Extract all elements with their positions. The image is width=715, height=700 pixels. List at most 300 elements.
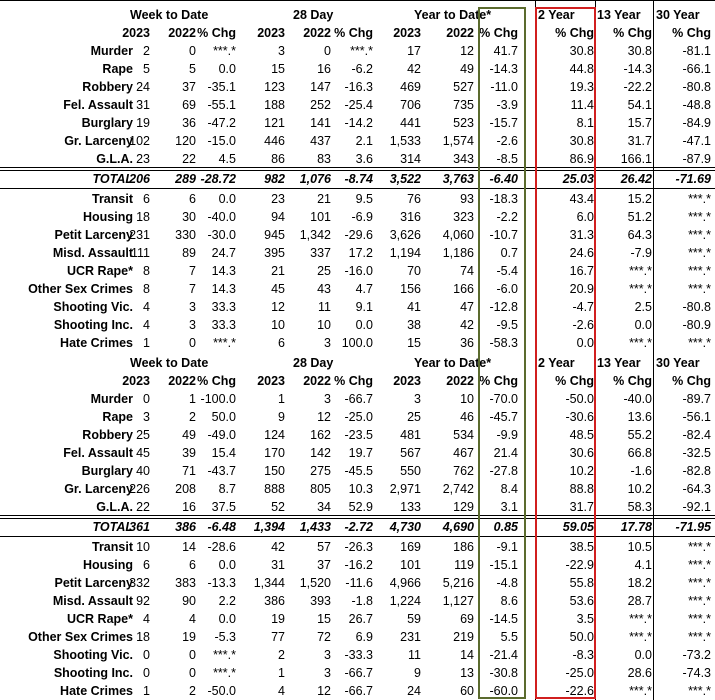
b2-row-hate-crimes-wtd-pct: -50.0 [207, 684, 236, 698]
b1-row-shooting-vic--ytd-2022: 47 [460, 300, 474, 314]
b1-row-gr-larceny-d28-2022: 437 [310, 134, 331, 148]
b1-row-shooting-inc--thirty-year-pct: -80.9 [682, 318, 711, 332]
b1-row-fel-assault-ytd-pct: -3.9 [496, 98, 518, 112]
b2-row-hate-crimes-wtd-2022: 2 [189, 684, 196, 698]
b1-row-fel-assault-wtd-pct: -55.1 [207, 98, 236, 112]
b1-row-transit-thirteen-year-pct: 15.2 [627, 192, 652, 206]
b1-row-total-two-year-pct: 25.03 [562, 172, 594, 186]
b2-row-fel-assault-thirteen-year-pct: 66.8 [627, 446, 652, 460]
b1-row-shooting-inc--d28-pct: 0.0 [355, 318, 373, 332]
b1-row-fel-assault-label: Fel. Assault [63, 98, 133, 112]
b1-row-housing-thirteen-year-pct: 51.2 [627, 210, 652, 224]
b1-row-transit-ytd-2022: 93 [460, 192, 474, 206]
b1-row-fel-assault-d28-pct: -25.4 [344, 98, 373, 112]
b2-row-murder-thirty-year-pct: -89.7 [682, 392, 711, 406]
b2-row-burglary-thirteen-year-pct: -1.6 [630, 464, 652, 478]
b2-row-total-wtd-2022: 386 [175, 520, 196, 534]
b1-row-ucr-rape--d28-2023: 21 [271, 264, 285, 278]
b1-row-hate-crimes-d28-2022: 3 [324, 336, 331, 350]
b2-row-petit-larceny-d28-pct: -11.6 [345, 576, 373, 590]
ytd-pct-highlight-box [478, 7, 526, 699]
b1-row-misd-assault-d28-2023: 395 [264, 246, 285, 260]
b1-row-hate-crimes-wtd-2022: 0 [189, 336, 196, 350]
b2-row-housing-ytd-pct: -15.1 [489, 558, 518, 572]
b1-row-shooting-inc--label: Shooting Inc. [53, 318, 133, 332]
b2-row-shooting-inc--ytd-2022: 13 [460, 666, 474, 680]
b2-row-robbery-ytd-2023: 481 [400, 428, 421, 442]
b1-row-burglary-d28-2022: 141 [310, 116, 331, 130]
b1-row-rape-d28-pct: -6.2 [351, 62, 373, 76]
b1-row-g-l-a--ytd-pct: -8.5 [496, 152, 518, 166]
b1-row-rape-ytd-pct: -14.3 [489, 62, 518, 76]
b2-row-robbery-thirteen-year-pct: 55.2 [627, 428, 652, 442]
b1-row-misd-assault-ytd-pct: 0.7 [500, 246, 518, 260]
b1-row-housing-d28-2023: 94 [271, 210, 285, 224]
b1-thirteen-year-header: 13 Year [597, 8, 641, 22]
b2-row-murder-d28-2022: 3 [324, 392, 331, 406]
b2-row-misd-assault-d28-2022: 393 [310, 594, 331, 608]
b2-row-other-sex-crimes-label: Other Sex Crimes [28, 630, 133, 644]
b2-row-transit-wtd-pct: -28.6 [207, 540, 236, 554]
b2-row-murder-label: Murder [90, 392, 133, 406]
b2-row-petit-larceny-label: Petit Larceny [54, 576, 133, 590]
b2-row-gr-larceny-d28-2023: 888 [264, 482, 285, 496]
b2-row-other-sex-crimes-wtd-pct: -5.3 [214, 630, 236, 644]
b2-row-housing-wtd-pct: 0.0 [218, 558, 236, 572]
b1-row-fel-assault-d28-2022: 252 [310, 98, 331, 112]
b1-row-housing-ytd-pct: -2.2 [496, 210, 518, 224]
b1-row-other-sex-crimes-d28-2023: 45 [271, 282, 285, 296]
b2-row-fel-assault-d28-2022: 142 [310, 446, 331, 460]
b1-subheader-d28-2022: 2022 [303, 26, 331, 40]
b2-row-burglary-wtd-pct: -43.7 [207, 464, 236, 478]
b1-row-shooting-vic--d28-2022: 11 [318, 300, 331, 314]
b2-row-hate-crimes-label: Hate Crimes [60, 684, 133, 698]
b2-row-petit-larceny-ytd-2023: 4,966 [389, 576, 421, 590]
b1-row-robbery-two-year-pct: 19.3 [569, 80, 594, 94]
b1-row-hate-crimes-two-year-pct: 0.0 [576, 336, 594, 350]
b2-row-shooting-inc--d28-2022: 3 [324, 666, 331, 680]
b1-row-ucr-rape--wtd-pct: 14.3 [211, 264, 236, 278]
b2-row-other-sex-crimes-thirty-year-pct: ***.* [688, 630, 711, 644]
b2-row-shooting-inc--thirty-year-pct: -74.3 [682, 666, 711, 680]
b2-subheader-ytd-pct: % Chg [479, 374, 518, 388]
b1-row-housing-ytd-2023: 316 [400, 210, 421, 224]
b1-row-gr-larceny-thirteen-year-pct: 31.7 [627, 134, 652, 148]
b1-row-fel-assault-ytd-2022: 735 [453, 98, 474, 112]
b1-row-g-l-a--d28-2022: 83 [317, 152, 331, 166]
b2-row-housing-thirty-year-pct: ***.* [688, 558, 711, 572]
b2-row-gr-larceny-d28-2022: 805 [310, 482, 331, 496]
b2-subheader-two-year-pct: % Chg [555, 374, 594, 388]
b1-row-misd-assault-thirty-year-pct: ***.* [688, 246, 711, 260]
b2-row-shooting-inc--wtd-2023: 0 [143, 666, 150, 680]
b1-row-housing-ytd-2022: 323 [453, 210, 474, 224]
b2-row-petit-larceny-ytd-pct: -4.8 [496, 576, 518, 590]
b2-row-burglary-two-year-pct: 10.2 [569, 464, 594, 478]
b2-row-g-l-a--wtd-2022: 16 [182, 500, 196, 514]
b1-row-shooting-vic--wtd-2023: 4 [143, 300, 150, 314]
b1-row-rape-wtd-2023: 5 [143, 62, 150, 76]
b1-row-shooting-inc--d28-2022: 10 [317, 318, 331, 332]
b2-row-burglary-thirty-year-pct: -82.8 [682, 464, 711, 478]
b2-row-ucr-rape--d28-2023: 19 [271, 612, 285, 626]
b2-row-housing-two-year-pct: -22.9 [565, 558, 594, 572]
b1-row-misd-assault-d28-pct: 17.2 [348, 246, 373, 260]
b1-row-g-l-a--ytd-2023: 314 [400, 152, 421, 166]
b2-row-petit-larceny-thirteen-year-pct: 18.2 [627, 576, 652, 590]
b1-row-shooting-vic--label: Shooting Vic. [53, 300, 133, 314]
b2-row-fel-assault-d28-pct: 19.7 [348, 446, 373, 460]
b2-row-gr-larceny-ytd-2022: 2,742 [442, 482, 474, 496]
b2-row-robbery-ytd-pct: -9.9 [496, 428, 518, 442]
b2-row-transit-ytd-2023: 169 [400, 540, 421, 554]
b1-row-ucr-rape--ytd-2022: 74 [460, 264, 474, 278]
b1-row-rape-wtd-2022: 5 [189, 62, 196, 76]
b2-row-gr-larceny-ytd-pct: 8.4 [500, 482, 518, 496]
b2-two-year-header: 2 Year [538, 356, 575, 370]
b1-row-total-thirteen-year-pct: 26.42 [620, 172, 652, 186]
b2-row-other-sex-crimes-d28-2023: 77 [271, 630, 285, 644]
b1-row-other-sex-crimes-ytd-pct: -6.0 [496, 282, 518, 296]
b1-row-housing-two-year-pct: 6.0 [576, 210, 594, 224]
b2-row-murder-d28-pct: -66.7 [344, 392, 373, 406]
b1-row-gr-larceny-ytd-2022: 1,574 [442, 134, 474, 148]
b2-week-to-date-header: Week to Date [130, 356, 209, 370]
b2-row-housing-d28-2023: 31 [271, 558, 285, 572]
b1-row-petit-larceny-two-year-pct: 31.3 [569, 228, 594, 242]
b1-row-other-sex-crimes-d28-pct: 4.7 [355, 282, 373, 296]
b2-row-burglary-d28-2022: 275 [310, 464, 331, 478]
b2-row-misd-assault-wtd-pct: 2.2 [218, 594, 236, 608]
b1-row-murder-ytd-pct: 41.7 [493, 44, 518, 58]
b1-row-murder-wtd-2023: 2 [143, 44, 150, 58]
b1-row-g-l-a--label: G.L.A. [96, 152, 133, 166]
b1-row-petit-larceny-ytd-2023: 3,626 [389, 228, 421, 242]
b1-row-rape-ytd-2023: 42 [407, 62, 421, 76]
b1-row-housing-d28-pct: -6.9 [351, 210, 373, 224]
b2-row-petit-larceny-thirty-year-pct: ***.* [688, 576, 711, 590]
b1-row-robbery-wtd-2022: 37 [182, 80, 196, 94]
b1-row-misd-assault-thirteen-year-pct: -7.9 [630, 246, 652, 260]
b1-row-other-sex-crimes-wtd-pct: 14.3 [211, 282, 236, 296]
b2-thirteen-year-header: 13 Year [597, 356, 641, 370]
b2-row-transit-d28-2022: 57 [317, 540, 331, 554]
b2-row-gr-larceny-d28-pct: 10.3 [348, 482, 373, 496]
b1-row-g-l-a--wtd-2023: 23 [136, 152, 150, 166]
b2-row-fel-assault-ytd-2022: 467 [453, 446, 474, 460]
b2-row-housing-ytd-2023: 101 [400, 558, 421, 572]
b2-row-misd-assault-two-year-pct: 53.6 [569, 594, 594, 608]
b2-subheader-thirty-year-pct: % Chg [672, 374, 711, 388]
b1-row-transit-wtd-2022: 6 [189, 192, 196, 206]
b1-row-burglary-d28-pct: -14.2 [344, 116, 373, 130]
b1-row-shooting-inc--wtd-2022: 3 [189, 318, 196, 332]
b1-row-murder-ytd-2023: 17 [407, 44, 421, 58]
b2-row-housing-d28-pct: -16.2 [344, 558, 373, 572]
b2-row-other-sex-crimes-ytd-2022: 219 [453, 630, 474, 644]
b2-row-gr-larceny-ytd-2023: 2,971 [389, 482, 421, 496]
b2-row-other-sex-crimes-thirteen-year-pct: ***.* [629, 630, 652, 644]
b1-row-transit-two-year-pct: 43.4 [569, 192, 594, 206]
b1-thirty-year-header: 30 Year [656, 8, 700, 22]
b1-row-petit-larceny-ytd-pct: -10.7 [489, 228, 518, 242]
b2-row-total-two-year-pct: 59.05 [562, 520, 594, 534]
b1-row-total-label: TOTAL [92, 172, 133, 186]
b1-row-fel-assault-thirteen-year-pct: 54.1 [627, 98, 652, 112]
b2-row-ucr-rape--two-year-pct: 3.5 [576, 612, 594, 626]
b1-row-other-sex-crimes-thirty-year-pct: ***.* [688, 282, 711, 296]
b2-row-petit-larceny-ytd-2022: 5,216 [442, 576, 474, 590]
b1-row-shooting-inc--d28-2023: 10 [271, 318, 285, 332]
b1-row-ucr-rape--ytd-2023: 70 [407, 264, 421, 278]
b2-row-fel-assault-ytd-pct: 21.4 [493, 446, 518, 460]
b2-subheader-wtd-pct: % Chg [197, 374, 236, 388]
top-rule [0, 0, 715, 1]
b2-row-transit-thirty-year-pct: ***.* [688, 540, 711, 554]
b2-row-hate-crimes-d28-2022: 12 [317, 684, 331, 698]
b1-row-shooting-inc--wtd-pct: 33.3 [211, 318, 236, 332]
b2-row-murder-wtd-2023: 0 [143, 392, 150, 406]
b2-row-other-sex-crimes-wtd-2023: 18 [136, 630, 150, 644]
b1-row-robbery-thirteen-year-pct: -22.2 [623, 80, 652, 94]
b1-row-misd-assault-label: Misd. Assault [52, 246, 133, 260]
b1-row-ucr-rape--thirteen-year-pct: ***.* [629, 264, 652, 278]
b2-row-hate-crimes-thirteen-year-pct: ***.* [629, 684, 652, 698]
b2-row-total-label: TOTAL [92, 520, 133, 534]
b2-day28-header: 28 Day [293, 356, 334, 370]
b1-row-hate-crimes-ytd-pct: -58.3 [489, 336, 518, 350]
b2-row-hate-crimes-ytd-2022: 60 [460, 684, 474, 698]
b2-row-shooting-vic--ytd-pct: -21.4 [489, 648, 518, 662]
b1-row-total-wtd-2022: 289 [175, 172, 196, 186]
b2-row-housing-label: Housing [83, 558, 133, 572]
b1-row-gr-larceny-wtd-2022: 120 [175, 134, 196, 148]
b2-row-burglary-ytd-pct: -27.8 [489, 464, 518, 478]
b1-day28-header: 28 Day [293, 8, 334, 22]
b1-row-housing-d28-2022: 101 [310, 210, 331, 224]
b1-row-housing-thirty-year-pct: ***.* [688, 210, 711, 224]
b2-row-fel-assault-ytd-2023: 567 [400, 446, 421, 460]
b2-row-total-ytd-pct: 0.85 [493, 520, 518, 534]
b2-row-petit-larceny-wtd-2022: 383 [175, 576, 196, 590]
b1-row-g-l-a--wtd-pct: 4.5 [218, 152, 236, 166]
b2-row-murder-two-year-pct: -50.0 [565, 392, 594, 406]
b1-row-transit-d28-2022: 21 [317, 192, 331, 206]
b2-row-g-l-a--ytd-pct: 3.1 [500, 500, 518, 514]
b1-row-transit-label: Transit [92, 192, 133, 206]
b2-row-other-sex-crimes-two-year-pct: 50.0 [569, 630, 594, 644]
b1-subheader-ytd-pct: % Chg [479, 26, 518, 40]
b2-row-gr-larceny-two-year-pct: 88.8 [569, 482, 594, 496]
b2-row-petit-larceny-two-year-pct: 55.8 [569, 576, 594, 590]
b1-row-burglary-label: Burglary [81, 116, 133, 130]
b2-row-total-thirty-year-pct: -71.95 [675, 520, 711, 534]
b1-row-robbery-thirty-year-pct: -80.8 [682, 80, 711, 94]
b2-row-misd-assault-d28-2023: 386 [264, 594, 285, 608]
b1-row-shooting-vic--d28-2023: 12 [271, 300, 285, 314]
b2-row-ucr-rape--wtd-pct: 0.0 [218, 612, 236, 626]
b2-row-housing-ytd-2022: 119 [454, 558, 474, 572]
b1-row-rape-thirteen-year-pct: -14.3 [623, 62, 652, 76]
b2-row-rape-wtd-2023: 3 [143, 410, 150, 424]
b1-row-shooting-inc--ytd-pct: -9.5 [496, 318, 518, 332]
b1-row-fel-assault-d28-2023: 188 [264, 98, 285, 112]
b2-row-total-d28-2022: 1,433 [299, 520, 331, 534]
b1-row-transit-ytd-2023: 76 [407, 192, 421, 206]
b2-row-other-sex-crimes-d28-2022: 72 [317, 630, 331, 644]
b1-row-robbery-d28-pct: -16.3 [344, 80, 373, 94]
b2-row-shooting-vic--thirty-year-pct: -73.2 [682, 648, 711, 662]
b1-row-other-sex-crimes-wtd-2023: 8 [143, 282, 150, 296]
b2-total-bottom-rule [0, 536, 715, 537]
b2-row-shooting-inc--d28-pct: -66.7 [344, 666, 373, 680]
b2-row-petit-larceny-wtd-2023: 332 [129, 576, 150, 590]
b1-row-burglary-ytd-2023: 441 [400, 116, 421, 130]
b2-row-total-wtd-pct: -6.48 [207, 520, 236, 534]
b1-subheader-ytd-2022: 2022 [446, 26, 474, 40]
b1-row-robbery-ytd-pct: -11.0 [490, 80, 518, 94]
b1-row-murder-thirty-year-pct: -81.1 [682, 44, 711, 58]
b2-row-fel-assault-wtd-pct: 15.4 [211, 446, 236, 460]
b2-row-robbery-thirty-year-pct: -82.4 [682, 428, 711, 442]
b1-row-hate-crimes-ytd-2022: 36 [460, 336, 474, 350]
b2-row-misd-assault-ytd-2022: 1,127 [442, 594, 474, 608]
b2-row-murder-d28-2023: 1 [278, 392, 285, 406]
b1-row-total-ytd-pct: -6.40 [489, 172, 518, 186]
b2-row-fel-assault-label: Fel. Assault [63, 446, 133, 460]
b2-row-fel-assault-d28-2023: 170 [264, 446, 285, 460]
b1-row-total-ytd-2023: 3,522 [389, 172, 421, 186]
b2-row-rape-d28-2023: 9 [278, 410, 285, 424]
b1-row-robbery-d28-2023: 123 [264, 80, 285, 94]
b2-row-g-l-a--two-year-pct: 31.7 [569, 500, 594, 514]
b2-subheader-ytd-2022: 2022 [446, 374, 474, 388]
b2-row-hate-crimes-ytd-pct: -60.0 [489, 684, 518, 698]
b2-row-shooting-vic--wtd-pct: ***.* [213, 648, 236, 662]
b2-row-ucr-rape--thirty-year-pct: ***.* [688, 612, 711, 626]
b2-row-hate-crimes-d28-2023: 4 [278, 684, 285, 698]
b1-row-rape-d28-2022: 16 [317, 62, 331, 76]
b2-row-transit-d28-pct: -26.3 [344, 540, 373, 554]
b1-row-petit-larceny-d28-2023: 945 [264, 228, 285, 242]
b2-row-ucr-rape--d28-pct: 26.7 [348, 612, 373, 626]
b2-row-hate-crimes-wtd-2023: 1 [143, 684, 150, 698]
b1-row-transit-wtd-2023: 6 [143, 192, 150, 206]
b2-row-robbery-two-year-pct: 48.5 [569, 428, 594, 442]
b2-row-murder-wtd-pct: -100.0 [200, 392, 236, 406]
b2-row-robbery-d28-2023: 124 [264, 428, 285, 442]
b2-row-total-thirteen-year-pct: 17.78 [620, 520, 652, 534]
b1-row-rape-wtd-pct: 0.0 [218, 62, 236, 76]
b2-row-robbery-d28-2022: 162 [310, 428, 331, 442]
b2-row-other-sex-crimes-ytd-pct: 5.5 [500, 630, 518, 644]
b1-row-burglary-wtd-2023: 19 [136, 116, 150, 130]
b2-row-petit-larceny-wtd-pct: -13.3 [207, 576, 236, 590]
b2-row-robbery-wtd-2023: 25 [136, 428, 150, 442]
b1-row-gr-larceny-d28-2023: 446 [264, 134, 285, 148]
b2-row-ucr-rape--thirteen-year-pct: ***.* [629, 612, 652, 626]
b2-row-ucr-rape--label: UCR Rape* [67, 612, 133, 626]
b2-subheader-ytd-2023: 2023 [393, 374, 421, 388]
b1-row-ucr-rape--ytd-pct: -5.4 [496, 264, 518, 278]
b2-row-transit-d28-2023: 42 [271, 540, 285, 554]
b1-row-fel-assault-wtd-2022: 69 [182, 98, 196, 112]
b2-subheader-wtd-2022: 2022 [168, 374, 196, 388]
b2-row-total-d28-2023: 1,394 [253, 520, 285, 534]
b1-row-hate-crimes-d28-2023: 6 [278, 336, 285, 350]
b2-row-total-ytd-2022: 4,690 [442, 520, 474, 534]
b2-subheader-thirteen-year-pct: % Chg [613, 374, 652, 388]
b1-row-murder-thirteen-year-pct: 30.8 [627, 44, 652, 58]
b1-row-gr-larceny-wtd-pct: -15.0 [207, 134, 236, 148]
b1-row-gr-larceny-label: Gr. Larceny [64, 134, 133, 148]
b2-row-shooting-vic--wtd-2022: 0 [189, 648, 196, 662]
b2-row-transit-wtd-2023: 10 [136, 540, 150, 554]
b1-total-bottom-rule [0, 188, 715, 189]
b1-row-total-d28-pct: -8.74 [344, 172, 373, 186]
b2-row-g-l-a--ytd-2022: 129 [453, 500, 474, 514]
b1-row-petit-larceny-ytd-2022: 4,060 [442, 228, 474, 242]
b2-row-ucr-rape--d28-2022: 15 [317, 612, 331, 626]
b2-row-ucr-rape--ytd-2023: 59 [407, 612, 421, 626]
b1-row-petit-larceny-label: Petit Larceny [54, 228, 133, 242]
b1-row-murder-ytd-2022: 12 [460, 44, 474, 58]
b2-row-gr-larceny-label: Gr. Larceny [64, 482, 133, 496]
b2-subheader-d28-pct: % Chg [334, 374, 373, 388]
b1-row-murder-d28-2022: 0 [324, 44, 331, 58]
b1-subheader-thirty-year-pct: % Chg [672, 26, 711, 40]
b2-row-murder-ytd-pct: -70.0 [489, 392, 518, 406]
b2-row-shooting-inc--ytd-pct: -30.8 [489, 666, 518, 680]
b2-row-rape-two-year-pct: -30.6 [565, 410, 594, 424]
b2-row-fel-assault-wtd-2022: 39 [182, 446, 196, 460]
b1-row-murder-wtd-pct: ***.* [213, 44, 236, 58]
b2-row-other-sex-crimes-d28-pct: 6.9 [355, 630, 373, 644]
b2-row-transit-label: Transit [92, 540, 133, 554]
b2-row-g-l-a--wtd-2023: 22 [136, 500, 150, 514]
b1-ytd-header: Year to Date* [414, 8, 492, 22]
b2-row-g-l-a--d28-pct: 52.9 [348, 500, 373, 514]
b2-row-shooting-vic--label: Shooting Vic. [53, 648, 133, 662]
b1-row-misd-assault-ytd-2023: 1,194 [389, 246, 421, 260]
b2-row-rape-ytd-pct: -45.7 [489, 410, 518, 424]
b2-row-burglary-wtd-2022: 71 [182, 464, 196, 478]
b1-row-other-sex-crimes-two-year-pct: 20.9 [569, 282, 594, 296]
b1-row-shooting-inc--wtd-2023: 4 [143, 318, 150, 332]
b1-row-rape-ytd-2022: 49 [460, 62, 474, 76]
b2-row-shooting-inc--d28-2023: 1 [278, 666, 285, 680]
b1-row-g-l-a--two-year-pct: 86.9 [569, 152, 594, 166]
b2-row-burglary-label: Burglary [81, 464, 133, 478]
b1-row-transit-d28-pct: 9.5 [355, 192, 373, 206]
b2-row-g-l-a--wtd-pct: 37.5 [211, 500, 236, 514]
b1-row-murder-label: Murder [90, 44, 133, 58]
b2-row-g-l-a--label: G.L.A. [96, 500, 133, 514]
b2-row-shooting-inc--label: Shooting Inc. [53, 666, 133, 680]
b1-subheader-ytd-2023: 2023 [393, 26, 421, 40]
b1-row-burglary-thirteen-year-pct: 15.7 [627, 116, 652, 130]
b1-row-misd-assault-wtd-2023: 111 [130, 246, 150, 260]
b1-row-housing-wtd-2023: 18 [136, 210, 150, 224]
b2-row-rape-wtd-2022: 2 [189, 410, 196, 424]
b1-row-housing-label: Housing [83, 210, 133, 224]
b1-row-petit-larceny-thirty-year-pct: ***.* [688, 228, 711, 242]
b2-row-rape-thirteen-year-pct: 13.6 [627, 410, 652, 424]
b2-row-housing-wtd-2022: 6 [189, 558, 196, 572]
b1-row-shooting-vic--d28-pct: 9.1 [355, 300, 373, 314]
b1-row-total-wtd-pct: -28.72 [200, 172, 236, 186]
